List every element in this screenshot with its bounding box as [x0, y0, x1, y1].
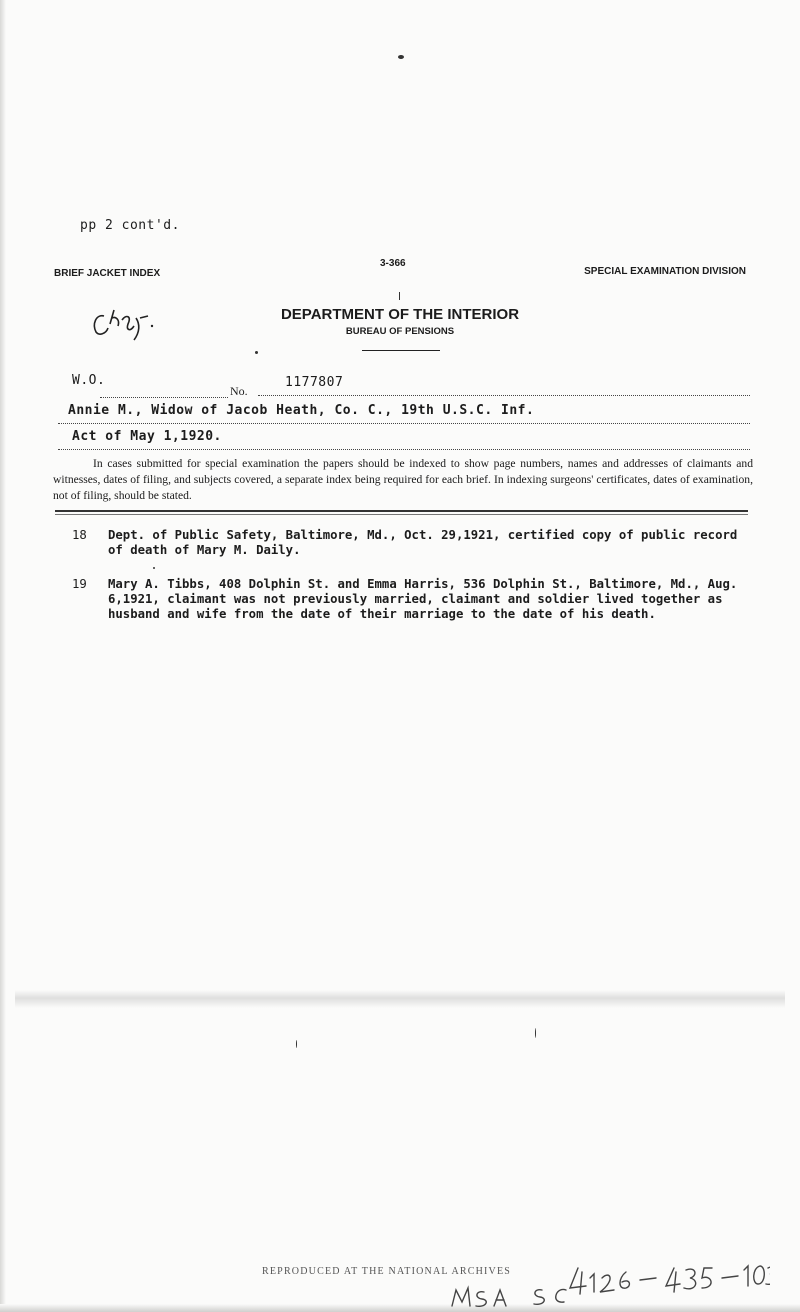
claimant-line: Annie M., Widow of Jacob Heath, Co. C., 19th U.S.C. Inf. [68, 403, 535, 418]
indexing-instructions: In cases submitted for special examination the papers should be indexed to show page numbers, names and addresses of claimants and witnesses, dates of filing, and subjects covered, a separate index being required for each brief. In indexing surgeons' certificates, dates of examination, not of filing, should be stated. [53, 457, 753, 502]
department-title: DEPARTMENT OF THE INTERIOR [280, 306, 520, 323]
section-rule [55, 514, 748, 515]
entry-text: Mary A. Tibbs, 408 Dolphin St. and Emma Harris, 536 Dolphin St., Baltimore, Md., Aug. 6,1921, claimant was not previously married, claimant and soldier lived together as husband and wife from the date of their marriage to the date of his death. [108, 577, 738, 621]
bureau-title: BUREAU OF PENSIONS [345, 326, 455, 337]
special-examination-division-title: SPECIAL EXAMINATION DIVISION [584, 266, 746, 277]
tick-mark [399, 292, 400, 300]
entry-text: Dept. of Public Safety, Baltimore, Md., Oct. 29,1921, certified copy of public record of death of Mary M. Daily. [108, 528, 738, 557]
entry-page-number: 18 [72, 528, 87, 542]
act-line: Act of May 1,1920. [72, 429, 222, 444]
paper-fold-shadow [15, 990, 785, 1008]
title-rule [362, 350, 440, 351]
case-number: 1177807 [285, 375, 344, 390]
scan-speck [153, 567, 155, 569]
scan-edge-left [0, 0, 6, 1312]
dotted-line [58, 423, 750, 424]
scan-speck [535, 1028, 536, 1038]
section-rule [55, 510, 748, 512]
case-number-label: No. [230, 384, 248, 398]
handwritten-archive-number [450, 1264, 770, 1310]
archives-stamp: REPRODUCED AT THE NATIONAL ARCHIVES [262, 1266, 512, 1277]
handwritten-initials [88, 302, 158, 342]
continuation-note: pp 2 cont'd. [80, 218, 180, 233]
scan-speck [296, 1040, 297, 1048]
dotted-line [258, 395, 750, 396]
case-class: W.O. [72, 373, 106, 388]
dotted-line [58, 449, 750, 450]
scan-speck [255, 351, 258, 354]
scan-speck [398, 55, 404, 59]
dotted-line [100, 397, 228, 398]
entry-page-number: 19 [72, 577, 87, 591]
brief-jacket-index-title: BRIEF JACKET INDEX [54, 268, 161, 279]
form-number: 3-366 [380, 258, 406, 269]
